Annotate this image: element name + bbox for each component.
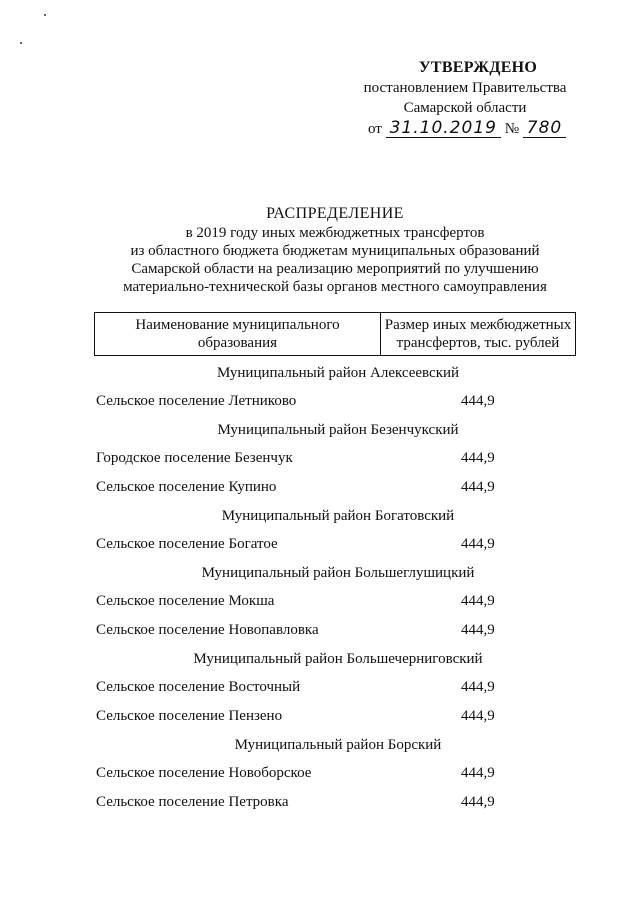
approval-stamp xyxy=(360,58,570,140)
column-header-name xyxy=(95,313,381,355)
settlement-name: Сельское поселение Петровка xyxy=(96,794,289,810)
document-title: РАСПРЕДЕЛЕНИЕ xyxy=(266,205,404,222)
number-prefix: № xyxy=(504,121,520,137)
settlement-name: Сельское поселение Пензено xyxy=(96,708,283,724)
settlement-name: Сельское поселение Мокша xyxy=(96,593,275,609)
settlement-name: Сельское поселение Летниково xyxy=(96,393,297,409)
settlement-name: Сельское поселение Богатое xyxy=(96,536,278,552)
transfer-amount: 444,9 xyxy=(461,622,495,638)
table-row xyxy=(96,676,596,705)
table-row xyxy=(96,590,596,619)
district-header: Муниципальный район Алексеевский xyxy=(216,365,460,381)
column-header-line: Наименование муниципального xyxy=(135,317,340,333)
table-row xyxy=(96,447,596,476)
transfer-amount: 444,9 xyxy=(461,679,495,695)
scan-speck xyxy=(20,42,22,44)
heading-line: материально-технической базы органов местного самоуправления xyxy=(123,279,547,295)
table-row xyxy=(96,619,596,648)
settlement-name: Сельское поселение Купино xyxy=(96,479,277,495)
transfer-amount: 444,9 xyxy=(461,708,495,724)
transfer-amount: 444,9 xyxy=(461,393,495,409)
table-row xyxy=(96,705,596,734)
heading-line: из областного бюджета бюджетам муниципальных образований xyxy=(130,243,540,259)
transfer-amount: 444,9 xyxy=(461,593,495,609)
transfer-amount: 444,9 xyxy=(461,765,495,781)
approval-line-2: Самарской области xyxy=(403,100,527,116)
district-header: Муниципальный район Большеглушицкий xyxy=(201,565,475,581)
document-heading xyxy=(80,204,590,296)
district-header: Муниципальный район Богатовский xyxy=(221,508,455,524)
district-header: Муниципальный район Безенчукский xyxy=(217,422,459,438)
settlement-name: Городское поселение Безенчук xyxy=(96,450,293,466)
transfer-amount: 444,9 xyxy=(461,450,495,466)
column-header-line: образования xyxy=(197,335,278,351)
transfer-amount: 444,9 xyxy=(461,479,495,495)
approval-date-number xyxy=(368,118,570,140)
table-body xyxy=(96,362,596,820)
transfer-amount: 444,9 xyxy=(461,794,495,810)
settlement-name: Сельское поселение Новопавловка xyxy=(96,622,319,638)
table-row xyxy=(96,533,596,562)
date-value: 31.10.2019 xyxy=(386,119,501,138)
settlement-name: Сельское поселение Восточный xyxy=(96,679,301,695)
approval-line-1: постановлением Правительства xyxy=(363,80,567,96)
settlement-name: Сельское поселение Новоборское xyxy=(96,765,312,781)
heading-line: в 2019 году иных межбюджетных трансфертов xyxy=(185,225,485,241)
column-header-amount xyxy=(381,313,575,355)
approval-title: УТВЕРЖДЕНО xyxy=(418,59,538,76)
heading-line: Самарской области на реализацию мероприятий по улучшению xyxy=(131,261,539,277)
table-header xyxy=(94,312,576,356)
district-header: Муниципальный район Борский xyxy=(234,737,442,753)
district-header: Муниципальный район Большечерниговский xyxy=(193,651,483,667)
table-row xyxy=(96,390,596,419)
table-row xyxy=(96,476,596,505)
scan-speck xyxy=(44,14,46,16)
transfer-amount: 444,9 xyxy=(461,536,495,552)
date-prefix: от xyxy=(368,121,382,137)
table-row xyxy=(96,791,596,820)
number-value: 780 xyxy=(523,119,566,138)
table-row xyxy=(96,762,596,791)
column-header-line: трансфертов, тыс. рублей xyxy=(396,335,560,351)
column-header-line: Размер иных межбюджетных xyxy=(384,317,572,333)
